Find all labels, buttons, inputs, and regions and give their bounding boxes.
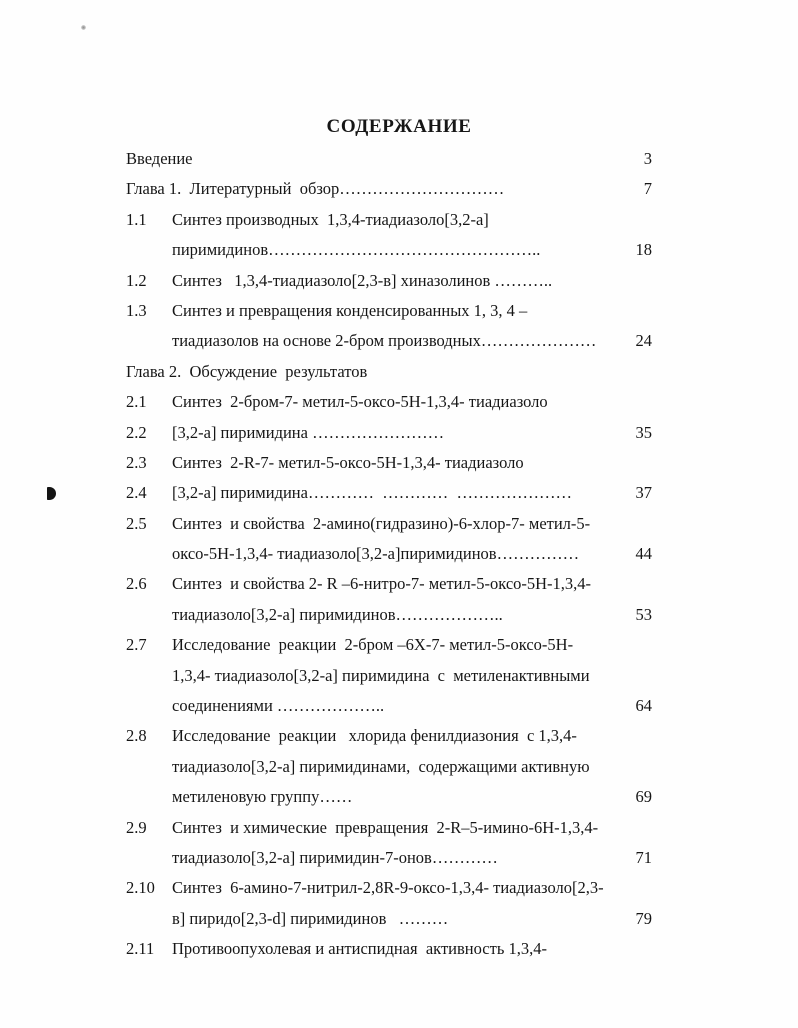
toc-entry-page: 7 [643,179,652,199]
toc-entry-1-1 [126,210,652,240]
toc-entry-number: 2.2 [126,422,147,442]
toc-entry-continuation [126,544,652,574]
toc-entry-continuation [126,787,652,817]
toc-entry-page: 71 [635,847,652,867]
scan-speck-icon [81,25,86,30]
toc-entry-2-4 [126,483,652,513]
toc-entry-text: тиадиазоло[3,2-а] пиримидинов……………….. [172,604,503,624]
toc-entry-text: 1,3,4- тиадиазоло[3,2-а] пиримидина с метиленактивными [172,665,590,685]
toc-entry-continuation [126,605,652,635]
toc-entry-glava-1 [126,179,652,209]
toc-entry-glava-2 [126,362,652,392]
toc-entry-1-2 [126,271,652,301]
toc-entry-page: 79 [635,908,652,928]
toc-entry-2-9 [126,818,652,848]
toc-entry-page: 18 [635,240,652,260]
toc-entry-page: 37 [635,483,652,503]
toc-entry-page: 64 [635,696,652,716]
toc-entry-2-8 [126,726,652,756]
toc-entry-text: Глава 1. Литературный обзор………………………… [126,179,505,199]
toc-entry-number: 2.8 [126,726,147,746]
toc-entry-continuation [126,331,652,361]
toc-entry-number: 1.3 [126,300,147,320]
toc-entry-text: тиадиазоло[3,2-а] пиримидин-7-онов………… [172,847,498,867]
toc-entry-text: Глава 2. Обсуждение результатов [126,361,368,381]
toc-entry-vvedenie [126,149,652,179]
toc-entry-2-7 [126,635,652,665]
toc-entry-2-10 [126,878,652,908]
toc-entry-continuation [126,909,652,939]
toc-entry-page: 3 [643,149,652,168]
toc-entry-2-1 [126,392,652,422]
toc-entry-page: 24 [635,331,652,351]
toc-entry-number: 1.1 [126,209,147,229]
toc-entry-text: [3,2-а] пиримидина………… ………… ………………… [172,483,572,503]
toc-entry-text: Синтез 2-бром-7- метил-5-оксо-5Н-1,3,4- тиадиазоло [172,392,548,412]
toc-entry-number: 2.9 [126,817,147,837]
toc-entry-page: 53 [635,604,652,624]
toc-entry-continuation [126,848,652,878]
toc-entry-continuation [126,666,652,696]
toc-entry-text: Синтез 1,3,4-тиадиазоло[2,3-в] хиназолинов ……….. [172,270,553,290]
toc-entry-continuation [126,696,652,726]
toc-entry-2-5 [126,514,652,544]
toc-entry-text: пиримидинов………………………………………….. [172,240,541,260]
toc-entry-number: 2.5 [126,513,147,533]
toc-entry-number: 1.2 [126,270,147,290]
toc-entry-page: 69 [635,787,652,807]
toc-entry-text: оксо-5Н-1,3,4- тиадиазоло[3,2-а]пиримидинов…………… [172,544,580,564]
toc-entry-number: 2.7 [126,635,147,655]
toc-entry-number: 2.11 [126,939,155,959]
toc-entry-text: метиленовую группу…… [172,787,353,807]
toc-entry-text: в] пиридо[2,3-d] пиримидинов ……… [172,908,449,928]
toc-entry-text: Синтез и химические превращения 2-R–5-имино-6Н-1,3,4- [172,817,599,837]
toc-entry-number: 2.6 [126,574,147,594]
toc-entry-text: Синтез 2-R-7- метил-5-оксо-5Н-1,3,4- тиадиазоло [172,452,524,472]
toc-entry-text: Синтез 6-амино-7-нитрил-2,8R-9-оксо-1,3,4- тиадиазоло[2,3- [172,878,604,898]
toc-entry-text: [3,2-а] пиримидина …………………… [172,422,445,442]
toc-entry-text: Исследование реакции хлорида фенилдиазония с 1,3,4- [172,726,577,746]
toc-entry-text: Исследование реакции 2-бром –6Х-7- метил-5-оксо-5Н- [172,635,574,655]
toc-entry-number: 2.10 [126,878,155,898]
table-of-contents [126,149,652,970]
page-title: СОДЕРЖАНИЕ [326,116,472,137]
toc-entry-text: Синтез и свойства 2- R –6-нитро-7- метил-5-оксо-5Н-1,3,4- [172,574,592,594]
toc-entry-continuation [126,240,652,270]
toc-entry-number: 2.4 [126,483,147,503]
toc-entry-2-6 [126,574,652,604]
toc-entry-continuation [126,757,652,787]
toc-entry-text: тиадиазоло[3,2-а] пиримидинами, содержащими активную [172,756,590,776]
toc-entry-text: Противоопухолевая и антиспидная активность 1,3,4- [172,939,547,959]
toc-entry-text: Синтез производных 1,3,4-тиадиазоло[3,2-а] [172,209,489,229]
toc-entry-1-3 [126,301,652,331]
toc-entry-number: 2.3 [126,452,147,472]
toc-entry-text: тиадиазолов на основе 2-бром производных………………… [172,331,597,351]
toc-entry-text: Синтез и свойства 2-амино(гидразино)-6-хлор-7- метил-5- [172,513,591,533]
toc-entry-text: Введение [126,149,193,168]
scan-blob-icon [47,487,56,500]
toc-entry-number: 2.1 [126,392,147,412]
toc-entry-2-11 [126,939,652,969]
toc-entry-page: 44 [635,544,652,564]
toc-entry-text: соединениями ……………….. [172,696,385,716]
toc-entry-page: 35 [635,422,652,442]
toc-entry-2-3 [126,453,652,483]
toc-entry-text: Синтез и превращения конденсированных 1, 3, 4 – [172,300,528,320]
toc-entry-2-2 [126,423,652,453]
